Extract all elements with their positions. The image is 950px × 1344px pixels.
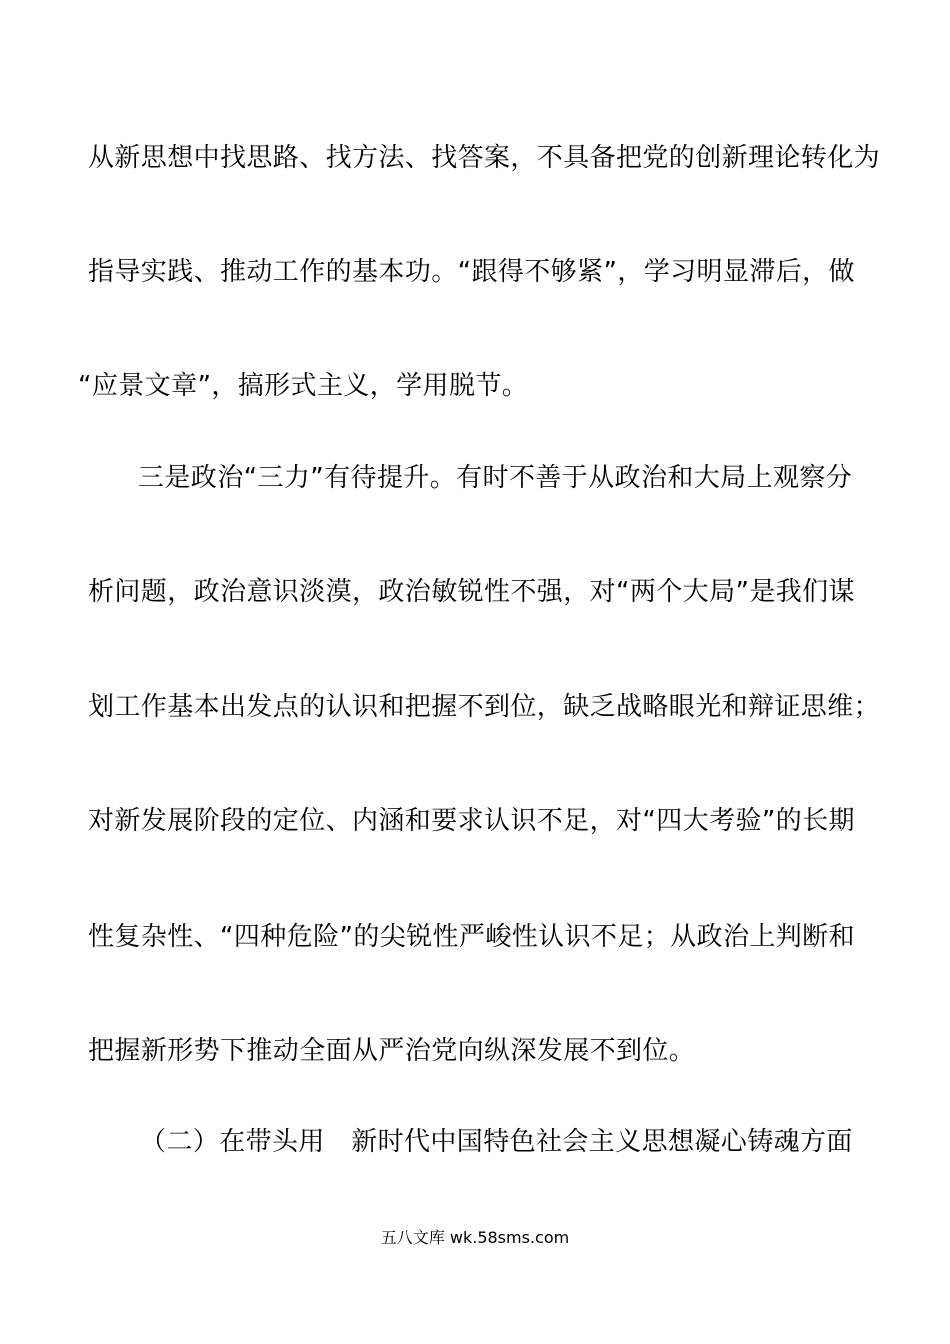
- body-text-line: 性复杂性、“四种危险”的尖锐性严峻性认识不足；从政治上判断和: [88, 922, 855, 952]
- body-text-line: 把握新形势下推动全面从严治党向纵深发展不到位。: [88, 1036, 696, 1066]
- body-text-line: 划工作基本出发点的认识和把握不到位，缺乏战略眼光和辩证思维；: [88, 692, 881, 722]
- body-text-line: 析问题，政治意识淡漠，政治敏锐性不强，对“两个大局”是我们谋: [88, 577, 855, 607]
- body-text-line: 对新发展阶段的定位、内涵和要求认识不足，对“四大考验”的长期: [88, 806, 855, 836]
- body-text-line: 指导实践、推动工作的基本功。“跟得不够紧”，学习明显滞后，做: [88, 257, 855, 287]
- body-text-line: 从新思想中找思路、找方法、找答案，不具备把党的创新理论转化为: [88, 143, 881, 173]
- paragraph-first-line: 三是政治“三力”有待提升。有时不善于从政治和大局上观察分: [138, 463, 853, 493]
- section-heading: （二）在带头用 新时代中国特色社会主义思想凝心铸魂方面: [140, 1127, 853, 1157]
- body-text-line: “应景文章”，搞形式主义，学用脱节。: [78, 371, 529, 401]
- page-footer: 五八文库 wk.58sms.com: [380, 1228, 570, 1247]
